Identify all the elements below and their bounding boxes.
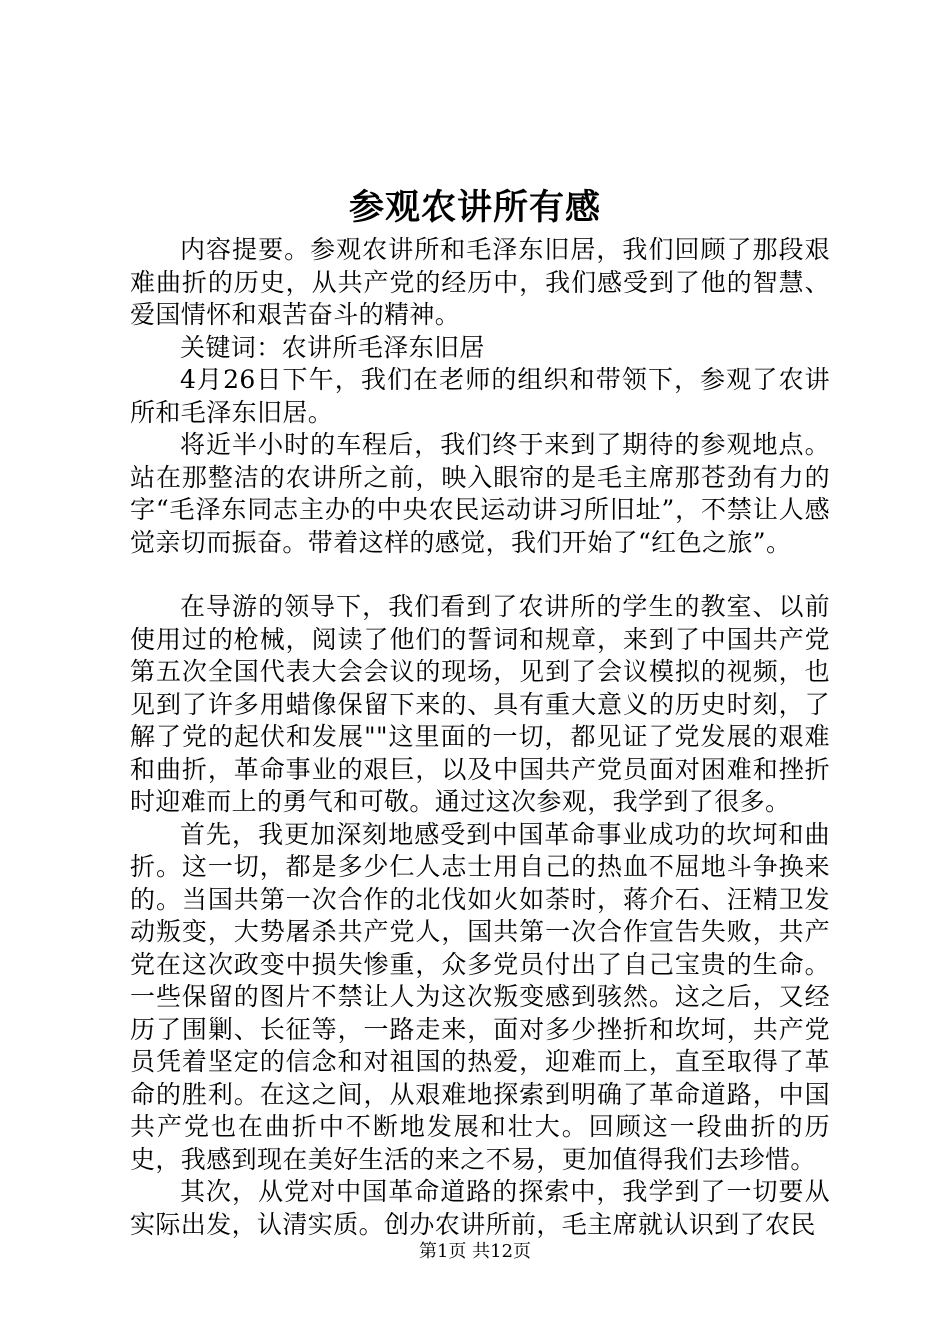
body-paragraph: 其次，从党对中国革命道路的探索中，我学到了一切要从实际出发，认清实质。创办农讲所前，毛主席就认识到了农民 [130,1177,830,1239]
document-title: 参观农讲所有感 [348,187,601,228]
document-body [130,234,830,1241]
keywords-paragraph: 关键词：农讲所毛泽东旧居 [180,332,485,362]
body-paragraph: 在导游的领导下，我们看到了农讲所的学生的教室、以前使用过的枪械，阅读了他们的誓词和规章，来到了中国共产党第五次全国代表大会会议的现场，见到了会议模拟的视频，也见到了许多用蜡像保留下来的、具有重大意义的历史时刻，了解了党的起伏和发展""这里面的一切，都见证了党发展的艰难和曲折，革命事业的艰巨，以及中国共产党员面对困难和挫折时迎难而上的勇气和可敬。通过这次参观，我学到了很多。 [130,592,830,816]
body-paragraph: 4月26日下午，我们在老师的组织和带领下，参观了农讲所和毛泽东旧居。 [130,365,830,427]
body-paragraph: 首先，我更加深刻地感受到中国革命事业成功的坎坷和曲折。这一切，都是多少仁人志士用自己的热血不屈地斗争换来的。当国共第一次合作的北伐如火如荼时，蒋介石、汪精卫发动叛变，大势屠杀共产党人，国共第一次合作宣告失败，共产党在这次政变中损失惨重，众多党员付出了自己宝贵的生命。一些保留的图片不禁让人为这次叛变感到骇然。这之后，又经历了围剿、长征等，一路走来，面对多少挫折和坎坷，共产党员凭着坚定的信念和对祖国的热爱，迎难而上，直至取得了革命的胜利。在这之间，从艰难地探索到明确了革命道路，中国共产党也在曲折中不断地发展和壮大。回顾这一段曲折的历史，我感到现在美好生活的来之不易，更加值得我们去珍惜。 [130,819,830,1174]
body-paragraph: 将近半小时的车程后，我们终于来到了期待的参观地点。站在那整洁的农讲所之前，映入眼帘的是毛主席那苍劲有力的字“毛泽东同志主办的中央农民运动讲习所旧址”，不禁让人感觉亲切而振奋。带着这样的感觉，我们开始了“红色之旅”。 [130,430,830,557]
abstract-paragraph: 内容提要。参观农讲所和毛泽东旧居，我们回顾了那段艰难曲折的历史，从共产党的经历中，我们感受到了他的智慧、爱国情怀和艰苦奋斗的精神。 [130,235,830,329]
page-number-footer: 第1页 共12页 [418,1241,532,1262]
